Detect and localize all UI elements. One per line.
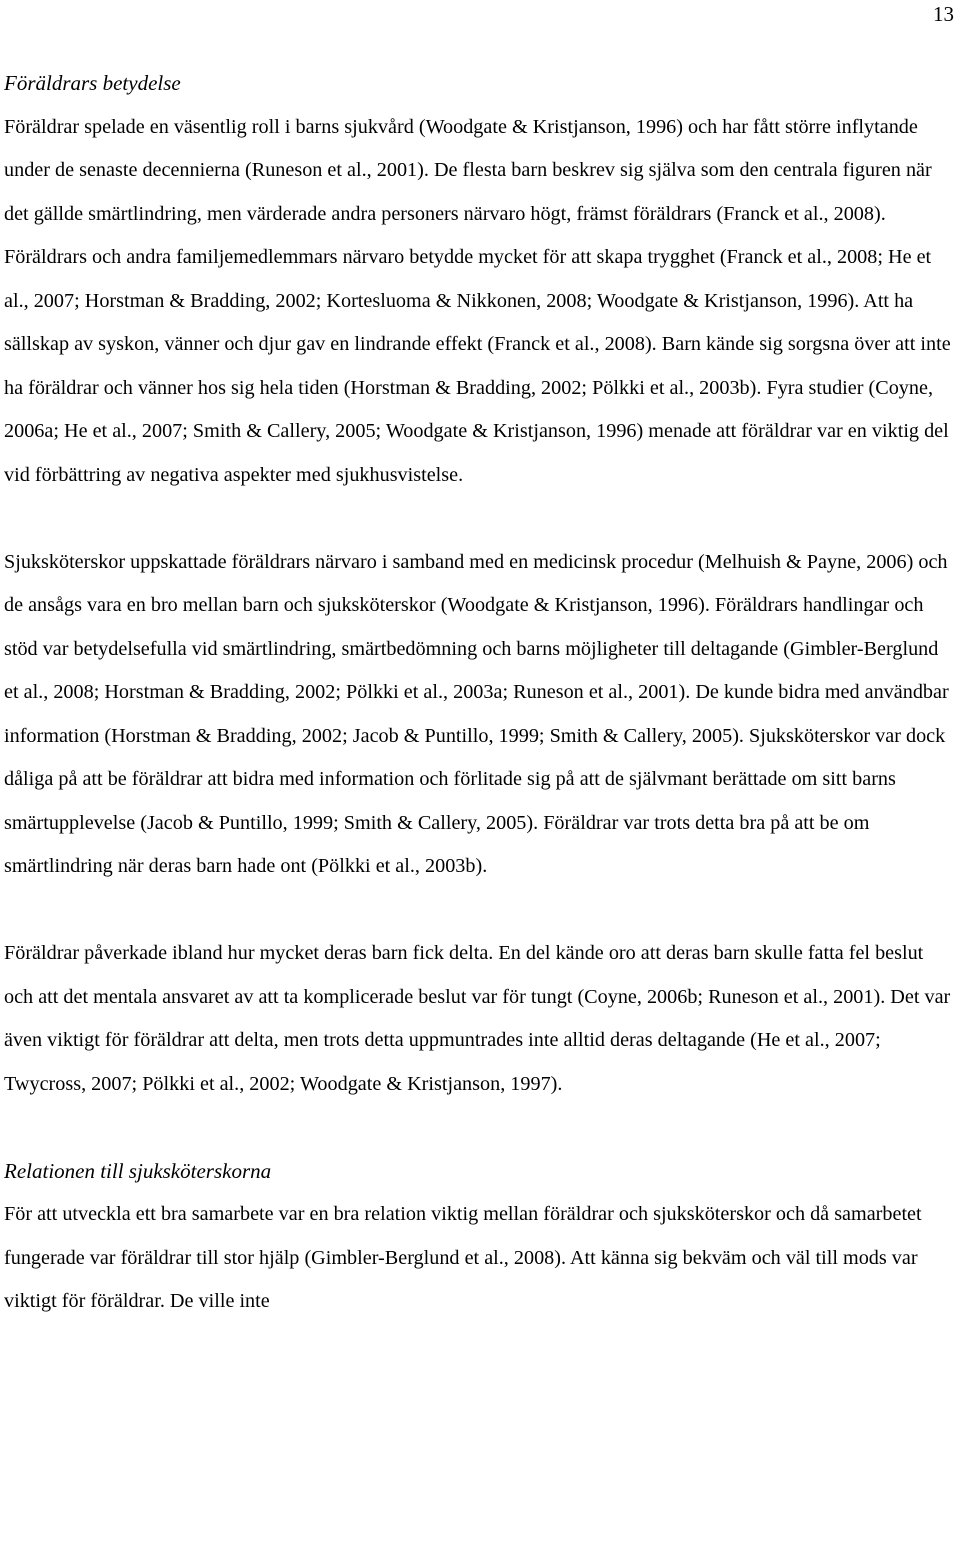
paragraph: Sjuksköterskor uppskattade föräldrars närvaro i samband med en medicinsk procedur (Melhuish & Payne, 2006) och de ansågs vara en bro mellan barn och sjuksköterskor (Woodgate & Kristjanson, 1996). Föräldrars handlingar och stöd var betydelsefulla vid smärtlindring, smärtbedömning och barns möjligheter till deltagande (Gimbler-Berglund et al., 2008; Horstman & Bradding, 2002; Pölkki et al., 2003a; Runeson et al., 2001). De kunde bidra med användbar information (Horstman & Bradding, 2002; Jacob & Puntillo, 1999; Smith & Callery, 2005). Sjuksköterskor var dock dåliga på att be föräldrar att bidra med information och förlitade sig på att de självmant berättade om sitt barns smärtupplevelse (Jacob & Puntillo, 1999; Smith & Callery, 2005). Föräldrar var trots detta bra på att be om smärtlindring när deras barn hade ont (Pölkki et al., 2003b). xyxy=(4,550,949,877)
paragraph: Föräldrar påverkade ibland hur mycket deras barn fick delta. En del kände oro att deras barn skulle fatta fel beslut och att det mentala ansvaret av att ta komplicerade beslut var för tungt (Coyne, 2006b; Runeson et al., 2001). Det var även viktigt för föräldrar att delta, men trots detta uppmuntrades inte alltid deras deltagande (He et al., 2007; Twycross, 2007; Pölkki et al., 2002; Woodgate & Kristjanson, 1997). xyxy=(4,942,951,1095)
section-heading: Föräldrars betydelse xyxy=(4,71,181,95)
section-relationen-till-sjukskoterskorna xyxy=(4,1150,956,1324)
document-body xyxy=(4,62,956,1324)
section-foraldrars-betydelse xyxy=(4,62,956,1106)
section-heading: Relationen till sjuksköterskorna xyxy=(4,1158,272,1183)
paragraph: För att utveckla ett bra samarbete var en bra relation viktig mellan föräldrar och sjuksköterskor och då samarbetet fungerade var föräldrar till stor hjälp (Gimbler-Berglund et al., 2008). Att känna sig bekväm och väl till mods var viktigt för föräldrar. De ville inte xyxy=(4,1203,922,1312)
paragraph: Föräldrar spelade en väsentlig roll i barns sjukvård (Woodgate & Kristjanson, 1996) och har fått större inflytande under de senaste decennierna (Runeson et al., 2001). De flesta barn beskrev sig själva som den centrala figuren när det gällde smärtlindring, men värderade andra personers närvaro högt, främst föräldrars (Franck et al., 2008). Föräldrars och andra familjemedlemmars närvaro betydde mycket för att skapa trygghet (Franck et al., 2008; He et al., 2007; Horstman & Bradding, 2002; Kortesluoma & Nikkonen, 2008; Woodgate & Kristjanson, 1996). Att ha sällskap av syskon, vänner och djur gav en lindrande effekt (Franck et al., 2008). Barn kände sig sorgsna över att inte ha föräldrar och vänner hos sig hela tiden (Horstman & Bradding, 2002; Pölkki et al., 2003b). Fyra studier (Coyne, 2006a; He et al., 2007; Smith & Callery, 2005; Woodgate & Kristjanson, 1996) menade att föräldrar var en viktig del vid förbättring av negativa aspekter med sjukhusvistelse. xyxy=(4,115,951,486)
page-number: 13 xyxy=(933,2,954,26)
